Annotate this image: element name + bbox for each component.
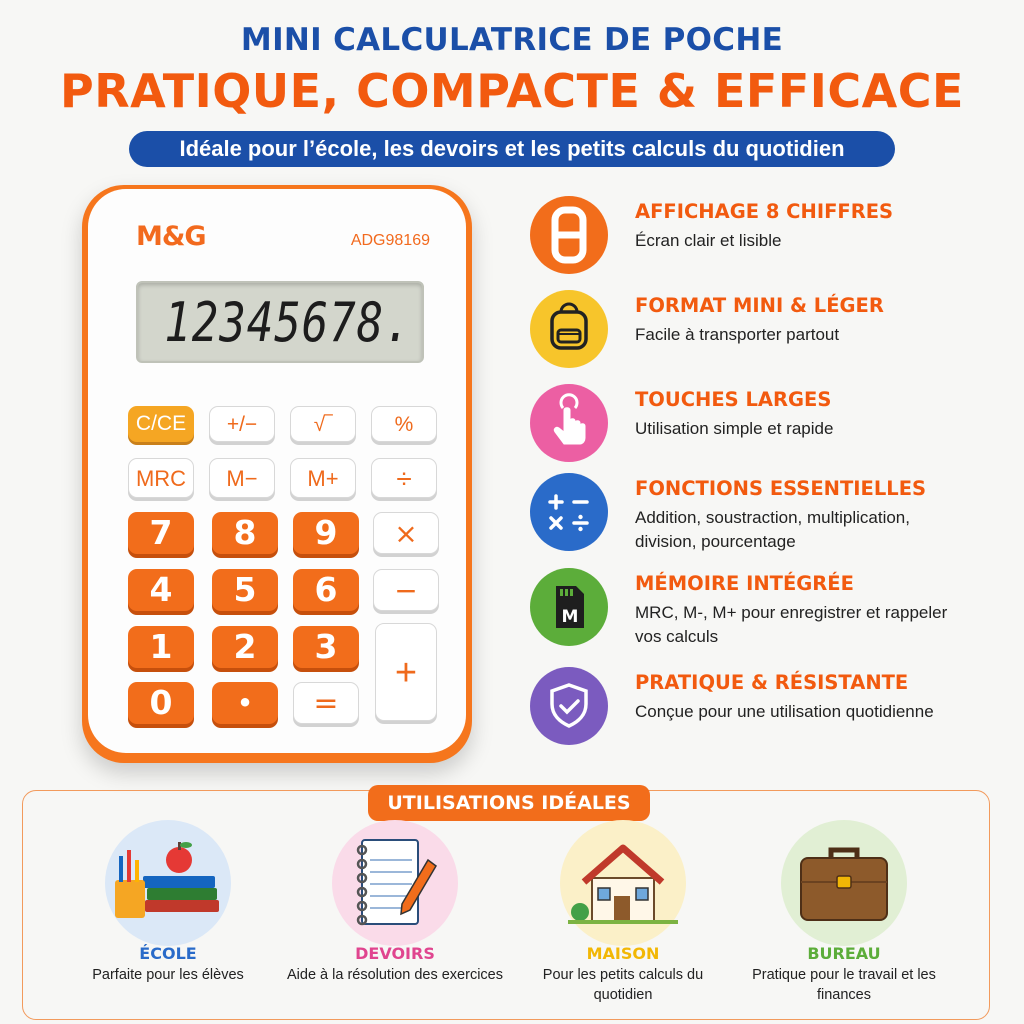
tap-hand-icon <box>530 384 608 462</box>
shield-check-icon <box>530 667 608 745</box>
feature-title: AFFICHAGE 8 CHIFFRES <box>635 200 894 223</box>
key-mrc[interactable]: MRC <box>128 458 194 498</box>
key-multiply[interactable]: × <box>373 512 439 554</box>
key-2[interactable]: 2 <box>212 626 278 668</box>
display-digits: 12345678. <box>164 291 412 354</box>
feature-title: PRATIQUE & RÉSISTANTE <box>635 671 909 694</box>
key-7[interactable]: 7 <box>128 512 194 554</box>
feature-title: FORMAT MINI & LÉGER <box>635 294 884 317</box>
use-title: DEVOIRS <box>355 944 435 963</box>
use-description: Pour les petits calculs du quotidien <box>542 967 704 1003</box>
feature-description: Utilisation simple et rapide <box>635 419 834 438</box>
use-description: Aide à la résolution des exercices <box>286 967 503 983</box>
key-1[interactable]: 1 <box>128 626 194 668</box>
key-3[interactable]: 3 <box>293 626 359 668</box>
key-6[interactable]: 6 <box>293 569 359 611</box>
key-m-minus[interactable]: M− <box>209 458 275 498</box>
feature-description: Addition, soustraction, multiplication, division, pourcentage <box>635 508 910 551</box>
notebook-pencil-icon <box>332 820 458 946</box>
use-title: MAISON <box>586 944 660 963</box>
brand-logo: M&G <box>136 221 206 252</box>
house-icon <box>560 820 686 946</box>
feature-description: Écran clair et lisible <box>635 231 782 250</box>
page-title: MINI CALCULATRICE DE POCHE <box>240 22 784 58</box>
use-description: Pratique pour le travail et les finances <box>752 967 936 1003</box>
key-5[interactable]: 5 <box>212 569 278 611</box>
feature-description: MRC, M-, M+ pour enregistrer et rappeler vos calculs <box>635 603 948 646</box>
tagline-banner: Idéale pour l’école, les devoirs et les petits calculs du quotidien <box>129 131 895 167</box>
svg-text:M: M <box>561 607 579 627</box>
memory-card-icon <box>530 568 608 646</box>
feature-description: Facile à transporter partout <box>635 325 840 344</box>
digit-8-icon <box>530 196 608 274</box>
model-number: ADG98169 <box>350 232 430 249</box>
key-8[interactable]: 8 <box>212 512 278 554</box>
feature-description: Conçue pour une utilisation quotidienne <box>635 702 934 721</box>
key-sqrt[interactable]: √‾ <box>290 406 356 442</box>
key-4[interactable]: 4 <box>128 569 194 611</box>
key-m-plus[interactable]: M+ <box>290 458 356 498</box>
key-0[interactable]: 0 <box>128 682 194 724</box>
feature-title: TOUCHES LARGES <box>635 388 832 411</box>
key-divide[interactable]: ÷ <box>371 458 437 498</box>
key-percent[interactable]: % <box>371 406 437 442</box>
use-title: BUREAU <box>807 944 881 963</box>
key-minus[interactable]: − <box>373 569 439 611</box>
feature-title: FONCTIONS ESSENTIELLES <box>635 477 927 500</box>
calculator-display <box>136 281 424 363</box>
page-subtitle: PRATIQUE, COMPACTE & EFFICACE <box>60 64 964 118</box>
use-title: ÉCOLE <box>139 944 197 963</box>
feature-title: MÉMOIRE INTÉGRÉE <box>635 572 854 595</box>
key-equals[interactable]: = <box>293 682 359 724</box>
use-description: Parfaite pour les élèves <box>92 967 244 983</box>
key-clear[interactable]: C/CE <box>128 406 194 442</box>
uses-label: UTILISATIONS IDÉALES <box>368 785 650 821</box>
math-operators-icon <box>530 473 608 551</box>
calculator-face <box>88 189 466 753</box>
briefcase-icon <box>781 820 907 946</box>
key-9[interactable]: 9 <box>293 512 359 554</box>
calculator-illustration <box>82 185 472 763</box>
backpack-icon <box>530 290 608 368</box>
key-sign[interactable]: +/− <box>209 406 275 442</box>
school-books-apple-icon <box>105 820 231 946</box>
key-plus[interactable]: + <box>375 623 437 721</box>
key-dot[interactable]: • <box>212 682 278 724</box>
